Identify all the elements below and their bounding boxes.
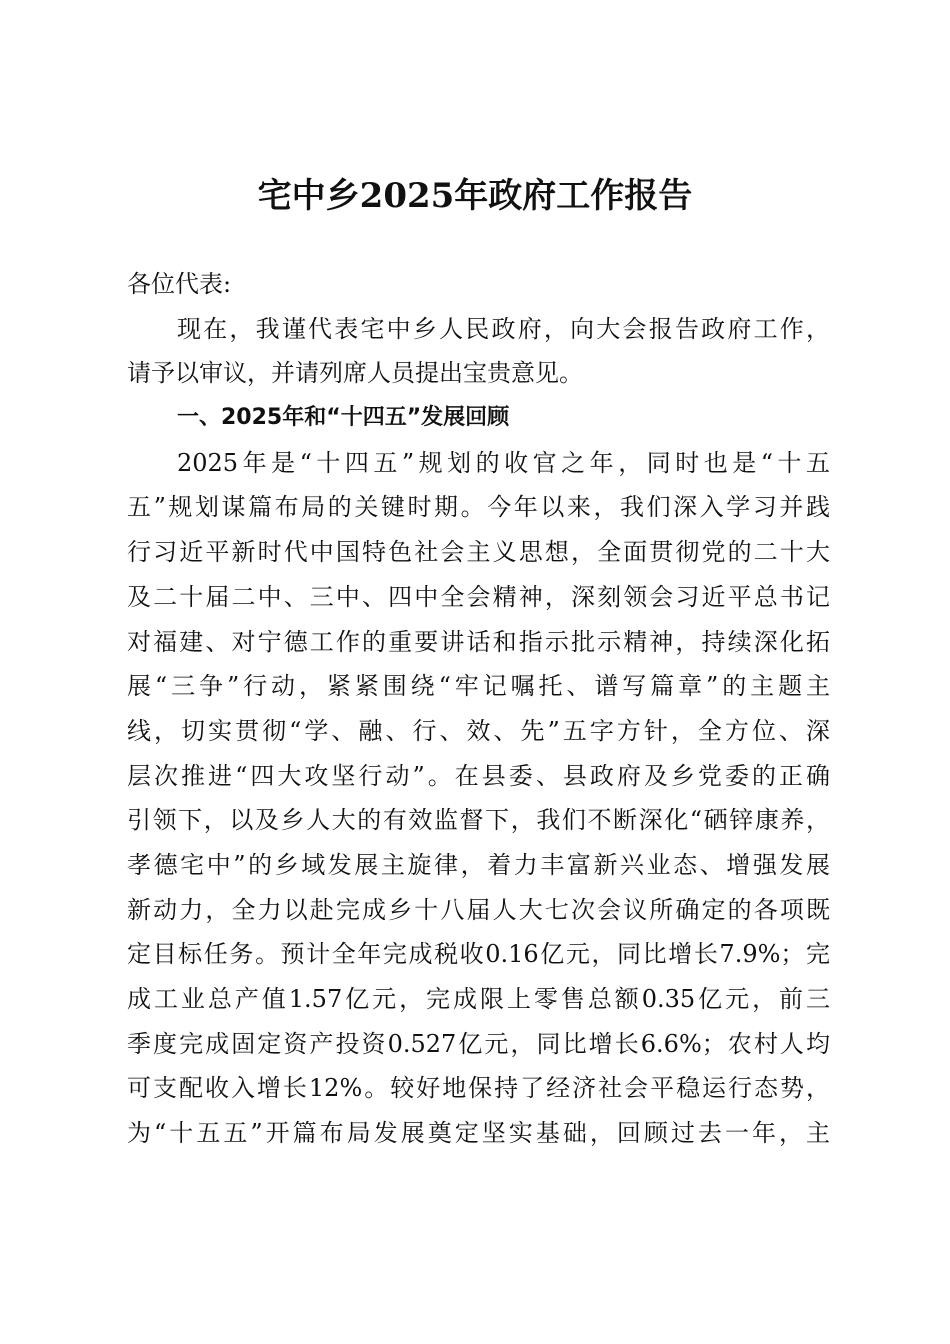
body-line: 成工业总产值1.57亿元，完成限上零售总额0.35亿元，前三 xyxy=(127,985,830,1013)
document-body xyxy=(127,262,830,1156)
intro-line: 现在，我谨代表宅中乡人民政府，向大会报告政府工作， xyxy=(177,314,830,343)
body-line: 行习近平新时代中国特色社会主义思想，全面贯彻党的二十大 xyxy=(127,538,830,567)
body-line: 展“三争”行动，紧紧围绕“牢记嘱托、谱写篇章”的主题主 xyxy=(127,672,830,701)
document-title: 宅中乡2025年政府工作报告 xyxy=(257,176,693,216)
body-line: 层次推进“四大攻坚行动”。在县委、县政府及乡党委的正确 xyxy=(127,761,830,790)
intro-line: 请予以审议，并请列席人员提出宝贵意见。 xyxy=(127,359,583,388)
body-line: 线，切实贯彻“学、融、行、效、先”五字方针，全方位、深 xyxy=(127,716,830,745)
body-line: 对福建、对宁德工作的重要讲话和指示批示精神，持续深化拓 xyxy=(127,627,830,656)
body-line: 为“十五五”开篇布局发展奠定坚实基础，回顾过去一年，主 xyxy=(127,1119,830,1148)
body-line: 可支配收入增长12%。较好地保持了经济社会平稳运行态势， xyxy=(127,1074,830,1103)
body-line: 引领下，以及乡人大的有效监督下，我们不断深化“硒锌康养， xyxy=(127,806,830,835)
body-line: 孝德宅中”的乡域发展主旋律，着力丰富新兴业态、增强发展 xyxy=(127,850,830,879)
body-line: 定目标任务。预计全年完成税收0.16亿元，同比增长7.9%；完 xyxy=(127,940,830,969)
section-heading: 一、2025年和“十四五”发展回顾 xyxy=(177,405,510,431)
body-line: 五”规划谋篇布局的关键时期。今年以来，我们深入学习并践 xyxy=(127,493,830,522)
salutation: 各位代表: xyxy=(127,270,232,298)
body-line: 2025年是“十四五”规划的收官之年，同时也是“十五 xyxy=(177,448,830,477)
body-paragraph xyxy=(127,441,830,1156)
body-line: 新动力，全力以赴完成乡十八届人大七次会议所确定的各项既 xyxy=(127,895,830,924)
body-line: 季度完成固定资产投资0.527亿元，同比增长6.6%；农村人均 xyxy=(127,1029,830,1058)
body-line: 及二十届二中、三中、四中全会精神，深刻领会习近平总书记 xyxy=(127,582,830,611)
